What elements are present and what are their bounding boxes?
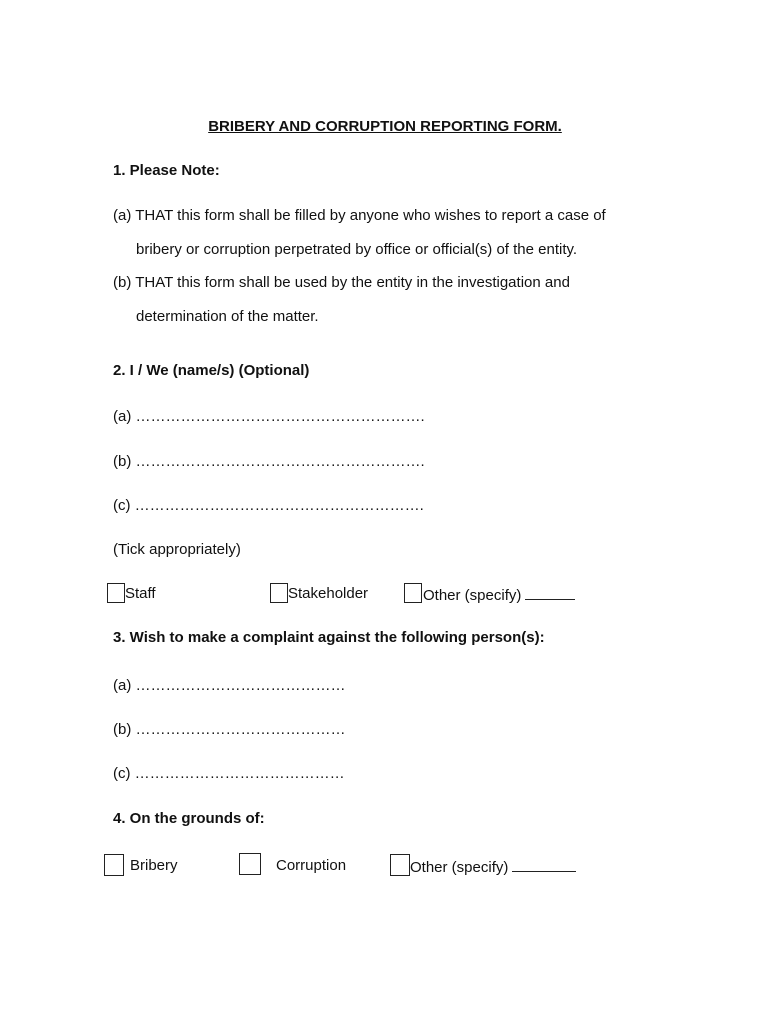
section-2-heading: 2. I / We (name/s) (Optional) [113, 362, 310, 379]
grounds-other-specify-blank[interactable] [512, 857, 576, 872]
section-3-heading: 3. Wish to make a complaint against the following person(s): [113, 629, 545, 646]
note-b-line-1: (b) THAT this form shall be used by the entity in the investigation and [113, 274, 570, 291]
grounds-other-specify-text: Other (specify) [410, 859, 509, 876]
section-1-heading: 1. Please Note: [113, 162, 220, 179]
bribery-checkbox[interactable] [104, 854, 124, 876]
other-specify-text: Other (specify) [423, 587, 522, 604]
person-field-c[interactable]: (c) …………………………………… [113, 765, 345, 782]
name-field-a[interactable]: (a) …………………………………………………. [113, 408, 425, 425]
stakeholder-checkbox[interactable] [270, 583, 288, 603]
person-field-b[interactable]: (b) …………………………………… [113, 721, 346, 738]
other-specify-blank[interactable] [525, 585, 575, 600]
other-specify-label [423, 585, 575, 604]
other-checkbox[interactable] [404, 583, 422, 603]
corruption-label: Corruption [276, 857, 347, 874]
grounds-other-checkbox[interactable] [390, 854, 410, 876]
bribery-label: Bribery [130, 857, 178, 874]
name-field-c[interactable]: (c) …………………………………………………. [113, 497, 424, 514]
staff-checkbox[interactable] [107, 583, 125, 603]
section-4-heading: 4. On the grounds of: [113, 810, 265, 827]
note-a-line-1: (a) THAT this form shall be filled by anyone who wishes to report a case of [113, 207, 606, 224]
tick-instruction: (Tick appropriately) [113, 541, 241, 558]
staff-label: Staff [125, 585, 156, 602]
corruption-checkbox[interactable] [239, 853, 261, 875]
name-field-b[interactable]: (b) …………………………………………………. [113, 453, 425, 470]
form-title: BRIBERY AND CORRUPTION REPORTING FORM. [208, 118, 562, 135]
stakeholder-label: Stakeholder [288, 585, 369, 602]
note-b-line-2: determination of the matter. [136, 308, 319, 325]
grounds-other-specify-label [410, 857, 576, 876]
note-a-line-2: bribery or corruption perpetrated by office or official(s) of the entity. [136, 241, 578, 258]
person-field-a[interactable]: (a) …………………………………… [113, 677, 346, 694]
